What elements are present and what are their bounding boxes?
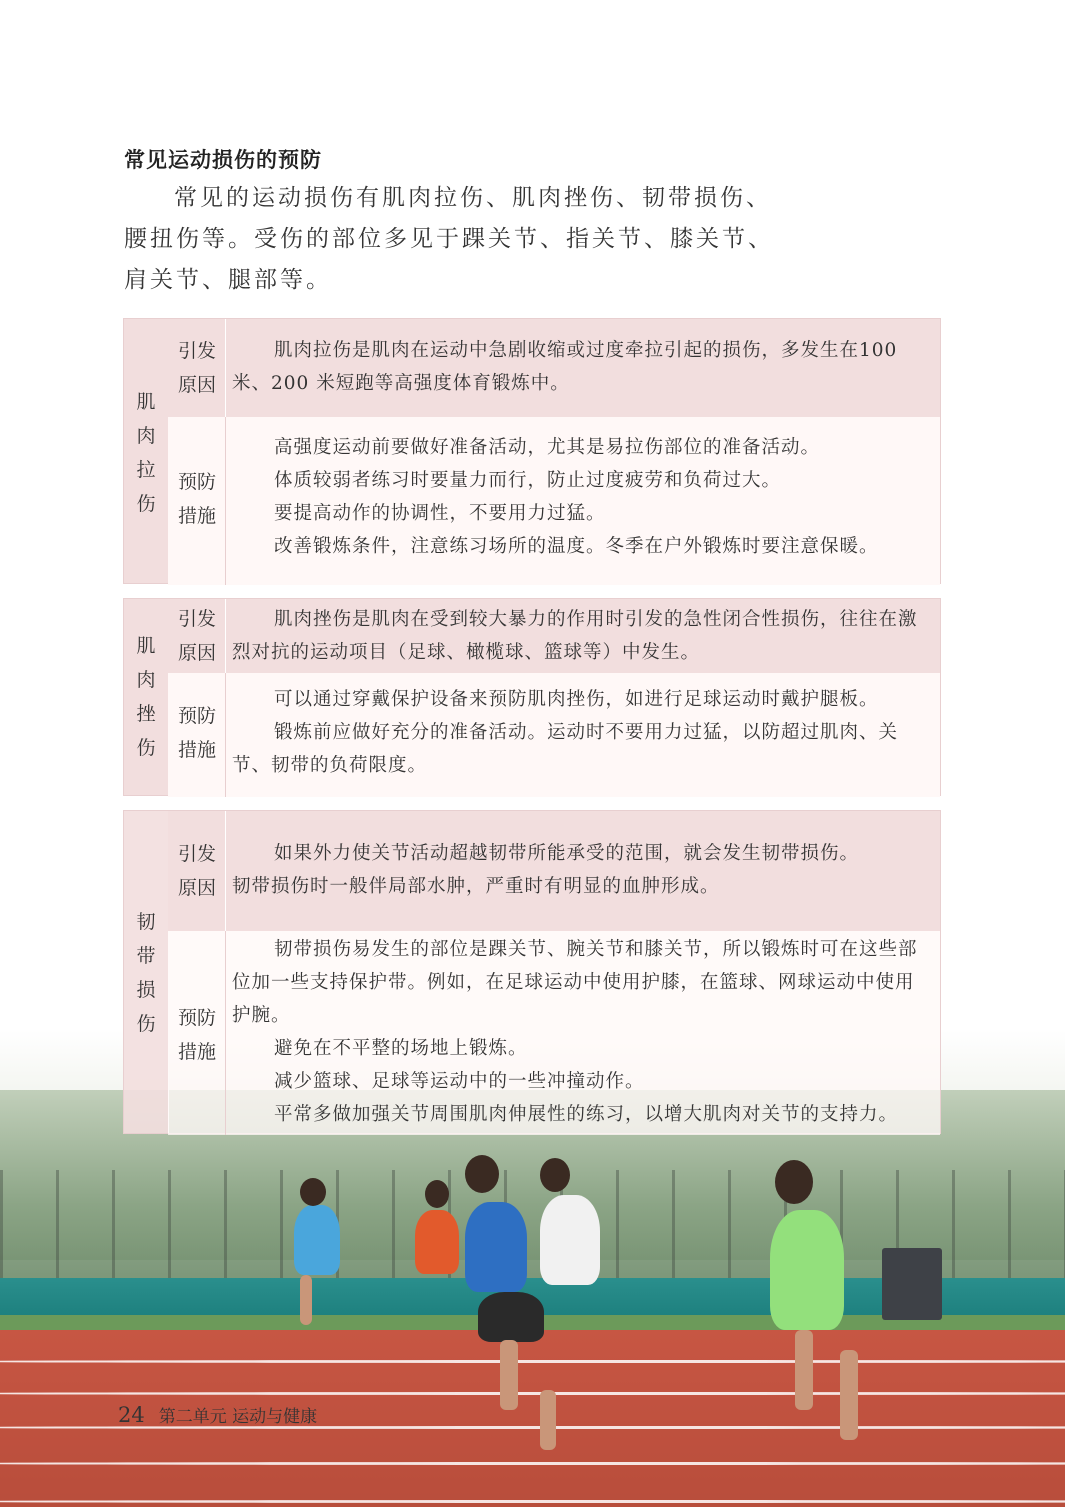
prevention-label: 预防 措施 xyxy=(168,673,226,797)
table-muscle-strain xyxy=(123,318,941,584)
category-char: 伤 xyxy=(136,1013,156,1035)
cause-row xyxy=(168,599,940,673)
category-cell xyxy=(124,811,169,1133)
prevention-label: 预防 措施 xyxy=(168,931,226,1135)
intro-paragraph xyxy=(124,178,784,301)
page-number: 24 xyxy=(118,1403,145,1427)
cause-row xyxy=(168,811,940,931)
prevention-text: 高强度运动前要做好准备活动，尤其是易拉伤部位的准备活动。 体质较弱者练习时要量力而行，防止过度疲劳和负荷过大。 要提高动作的协调性，不要用力过猛。 改善锻炼条件，注意练习场所的温度。冬季在户外锻炼时要注意保暖。 xyxy=(274,437,879,557)
prevention-row xyxy=(168,417,940,585)
category-char: 肌 xyxy=(136,635,156,657)
prevention-row xyxy=(168,931,940,1135)
category-char: 损 xyxy=(136,979,156,1001)
category-char: 挫 xyxy=(136,703,156,725)
cause-text: 如果外力使关节活动超越韧带所能承受的范围，就会发生韧带损伤。 韧带损伤时一般伴局部水肿，严重时有明显的血肿形成。 xyxy=(232,843,860,897)
category-char: 拉 xyxy=(136,459,156,481)
category-cell xyxy=(124,599,169,795)
cause-label: 引发 原因 xyxy=(168,811,226,931)
category-char: 肉 xyxy=(136,669,156,691)
page-footer xyxy=(118,1402,317,1427)
prevention-label: 预防 措施 xyxy=(168,417,226,585)
category-char: 带 xyxy=(136,945,156,967)
category-cell xyxy=(124,319,169,583)
category-char: 伤 xyxy=(136,737,156,759)
category-char: 韧 xyxy=(136,911,156,933)
category-char: 肉 xyxy=(136,425,156,447)
cause-label: 引发 原因 xyxy=(168,599,226,673)
prevention-row xyxy=(168,673,940,797)
table-ligament-injury xyxy=(123,810,941,1134)
category-char: 伤 xyxy=(136,493,156,515)
table-muscle-contusion xyxy=(123,598,941,796)
category-char: 肌 xyxy=(136,391,156,413)
unit-title: 第二单元 运动与健康 xyxy=(158,1407,318,1427)
section-heading: 常见运动损伤的预防 xyxy=(124,148,322,172)
prevention-text: 可以通过穿戴保护设备来预防肌肉挫伤，如进行足球运动时戴护腿板。 锻炼前应做好充分的准备活动。运动时不要用力过猛，以防超过肌肉、关节、韧带的负荷限度。 xyxy=(232,689,899,776)
cause-row xyxy=(168,319,940,417)
cause-label: 引发 原因 xyxy=(168,319,226,417)
prevention-text: 韧带损伤易发生的部位是踝关节、腕关节和膝关节，所以锻炼时可在这些部位加一些支持保护带。例如，在足球运动中使用护膝，在篮球、网球运动中使用护腕。 避免在不平整的场地上锻炼。 减少篮球、足球等运动中的一些冲撞动作。 平常多做加强关节周围肌肉伸展性的练习，以增大肌肉对关节的支持力。 xyxy=(232,939,918,1125)
intro-text: 常见的运动损伤有肌肉拉伤、肌肉挫伤、韧带损伤、腰扭伤等。受伤的部位多见于踝关节、指关节、膝关节、肩关节、腿部等。 xyxy=(124,185,774,293)
cause-text: 肌肉拉伤是肌肉在运动中急剧收缩或过度牵拉引起的损伤，多发生在100 米、200 米短跑等高强度体育锻炼中。 xyxy=(232,340,898,394)
cause-text: 肌肉挫伤是肌肉在受到较大暴力的作用时引发的急性闭合性损伤，往往在激烈对抗的运动项目（足球、橄榄球、篮球等）中发生。 xyxy=(232,609,918,663)
